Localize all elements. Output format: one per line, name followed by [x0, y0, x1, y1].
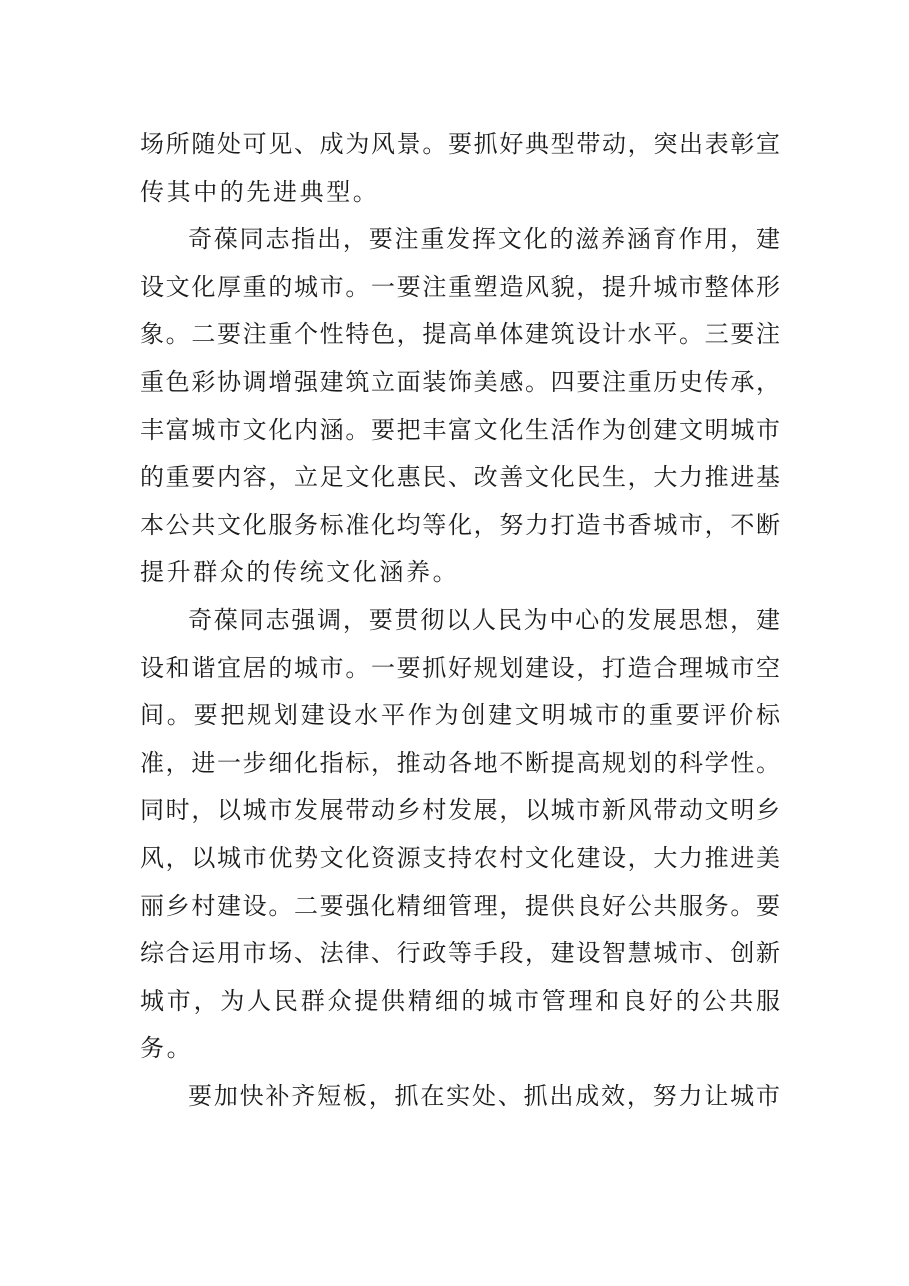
text-line: 丽乡村建设。二要强化精细管理，提供良好公共服务。要 [140, 891, 780, 920]
text-line: 场所随处可见、成为风景。要抓好典型带动，突出表彰宣 [140, 130, 780, 158]
text-line: 准，进一步细化指标，推动各地不断提高规划的科学性。 [140, 748, 780, 777]
text-line: 本公共文化服务标准化均等化，努力打造书香城市，不断 [140, 510, 780, 539]
text-line: 提升群众的传统文化涵养。 [140, 558, 460, 587]
body-text [140, 121, 780, 1120]
text-line: 的重要内容，立足文化惠民、改善文化民生，大力推进基 [140, 463, 780, 492]
text-line: 同时，以城市发展带动乡村发展，以城市新风带动文明乡 [140, 796, 780, 825]
text-line: 传其中的先进典型。 [140, 177, 380, 206]
text-line: 间。要把规划建设水平作为创建文明城市的重要评价标 [140, 701, 780, 730]
text-line: 要加快补齐短板，抓在实处、抓出成效，努力让城市 [188, 1081, 780, 1110]
text-line: 风，以城市优势文化资源支持农村文化建设，大力推进美 [140, 843, 780, 872]
text-line: 务。 [140, 1034, 194, 1063]
text-line: 综合运用市场、法律、行政等手段，建设智慧城市、创新 [140, 939, 780, 968]
text-line: 设和谐宜居的城市。一要抓好规划建设，打造合理城市空 [140, 653, 780, 682]
text-line: 丰富城市文化内涵。要把丰富文化生活作为创建文明城市 [140, 415, 780, 444]
text-line: 城市，为人民群众提供精细的城市管理和良好的公共服 [140, 986, 780, 1015]
text-line: 重色彩协调增强建筑立面装饰美感。四要注重历史传承， [140, 367, 780, 396]
text-line: 奇葆同志强调，要贯彻以人民为中心的发展思想，建 [188, 605, 780, 634]
text-line: 奇葆同志指出，要注重发挥文化的滋养涵育作用，建 [188, 225, 780, 254]
text-line: 象。二要注重个性特色，提高单体建筑设计水平。三要注 [140, 320, 780, 349]
text-line: 设文化厚重的城市。一要注重塑造风貌，提升城市整体形 [140, 272, 780, 301]
